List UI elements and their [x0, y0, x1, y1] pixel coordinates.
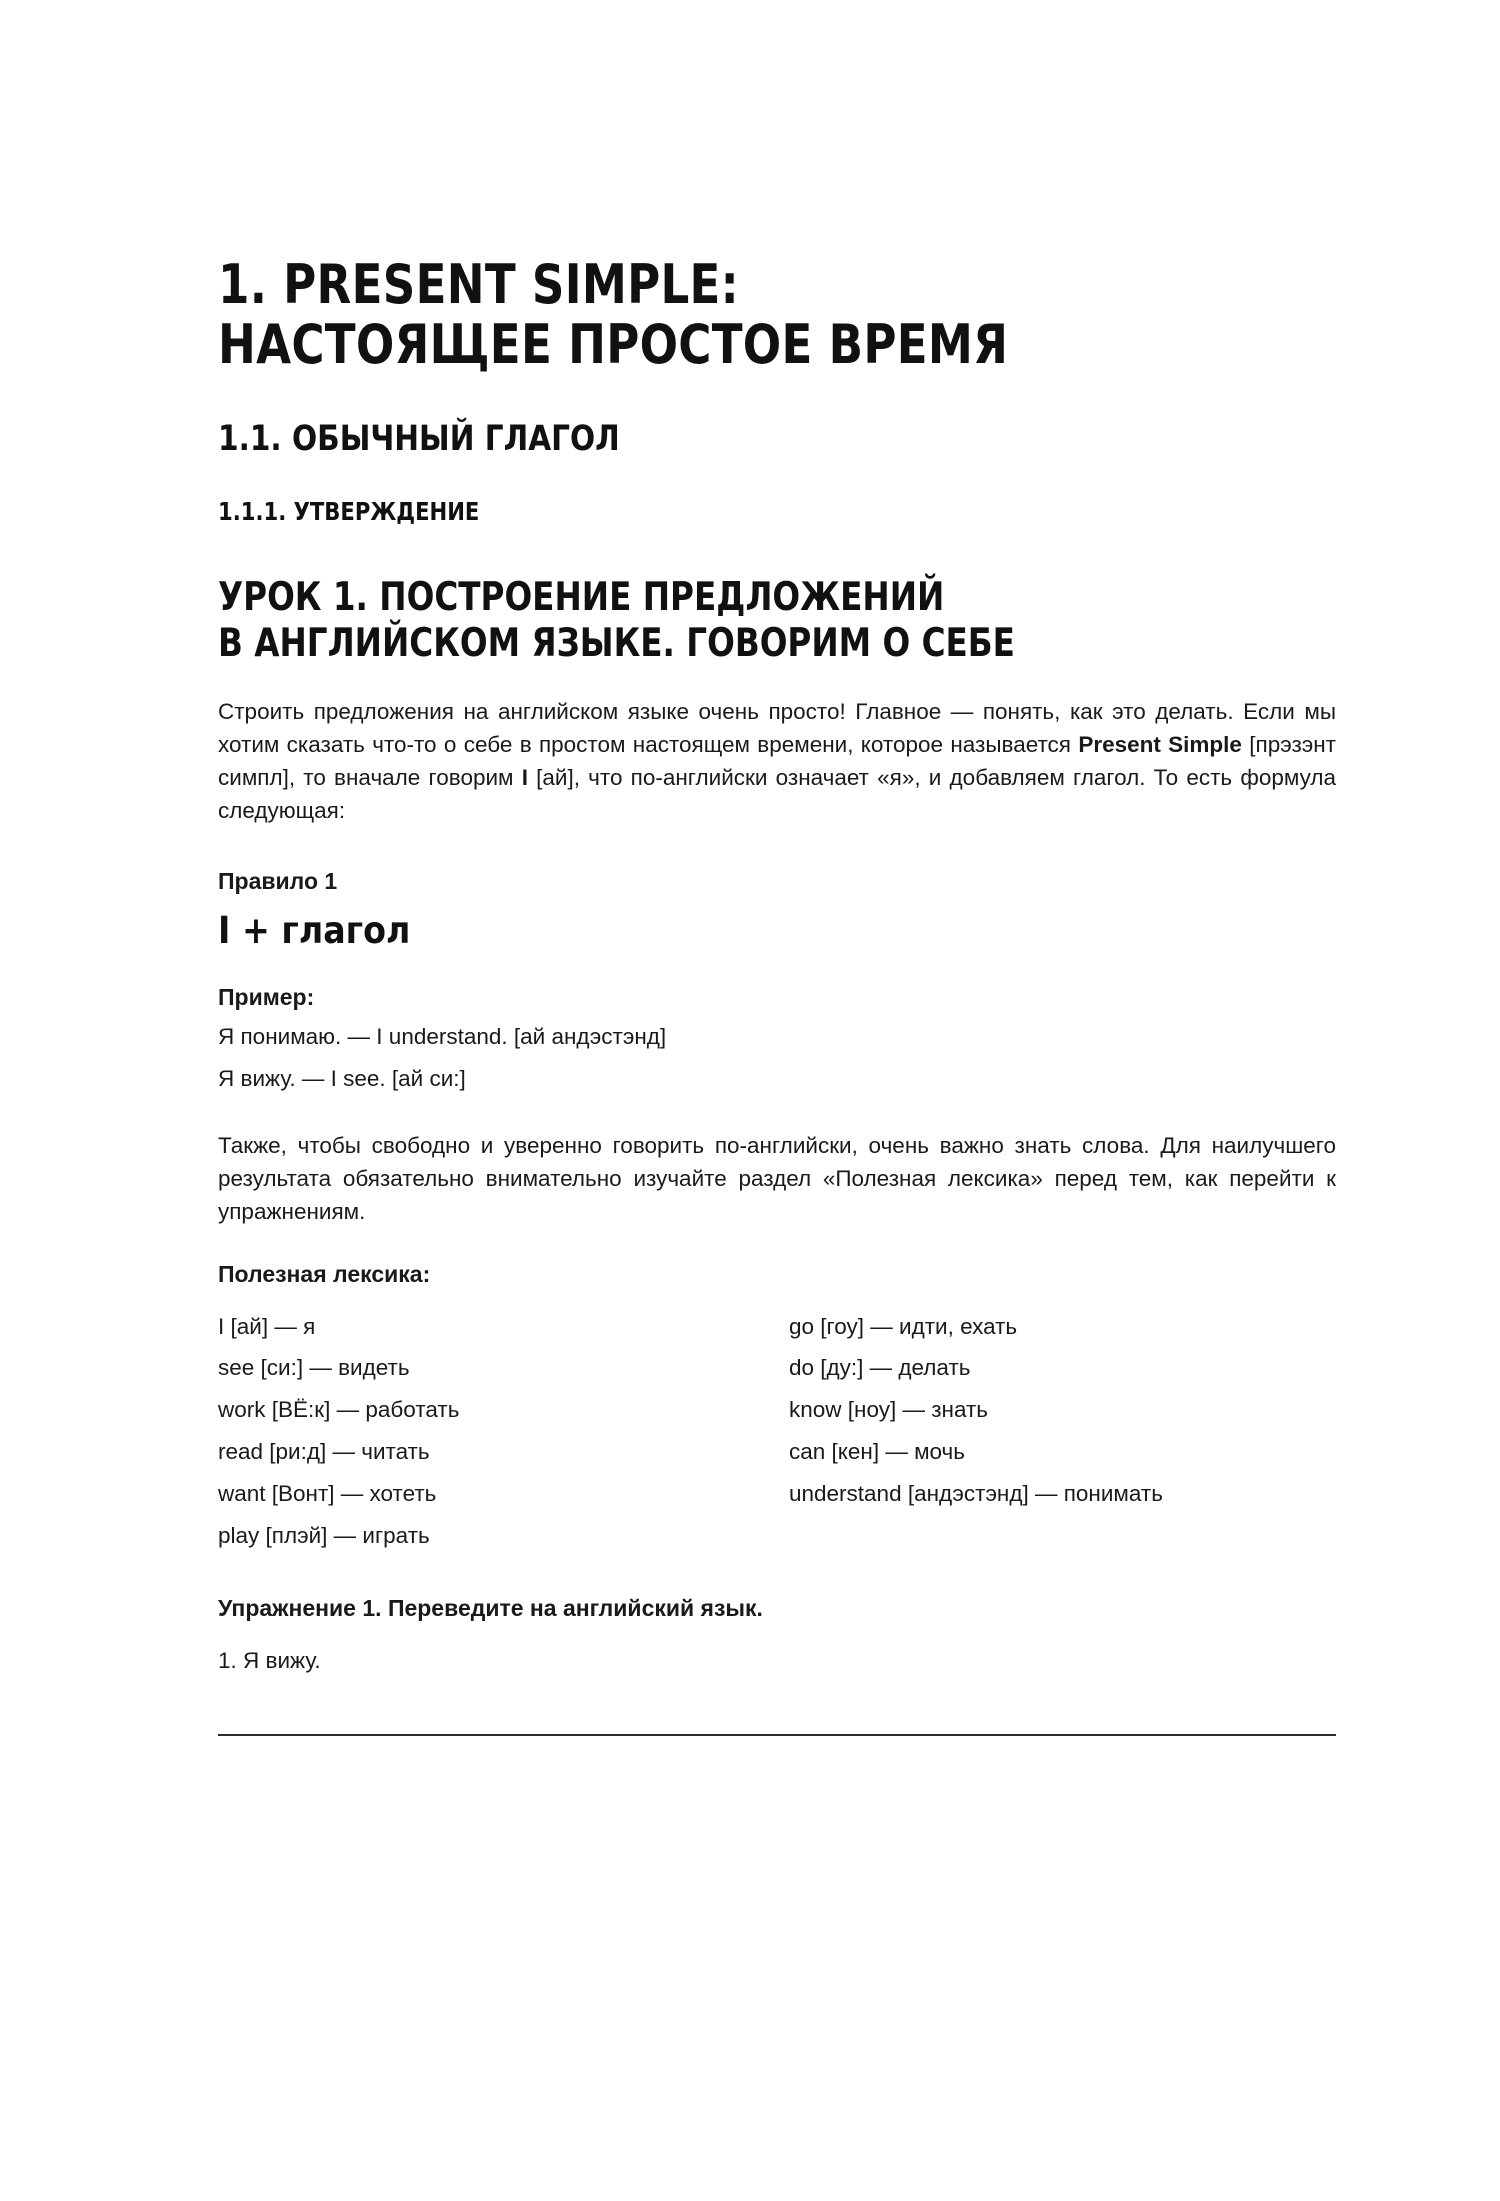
intro-paragraph [218, 666, 1336, 827]
example-line: Я вижу. — I see. [ай си:] [218, 1066, 466, 1092]
example-label: Пример: [218, 983, 315, 1010]
vocabulary-label: Полезная лексика: [218, 1260, 431, 1287]
example-line: Я понимаю. — I understand. [ай андэстэнд] [218, 1023, 667, 1049]
vocabulary-item: see [си:] — видеть [218, 1355, 410, 1381]
vocabulary-list [218, 1288, 1336, 1553]
note-paragraph: Также, чтобы свободно и уверенно говорить по-английски, очень важно знать слова. Для наилучшего результата обязательно внимательно изучайте раздел «Полезная лексика» перед тем, как перейти к упражнениям. [218, 1133, 1336, 1224]
rule-formula: I + глагол [218, 908, 411, 952]
vocabulary-item: want [Вонт] — хотеть [218, 1480, 437, 1506]
intro-term-i: I [521, 764, 528, 790]
vocabulary-item: I [ай] — я [218, 1313, 316, 1339]
intro-text-part-2: [прэзэнт симпл], то вначале говорим [218, 732, 1336, 790]
subsection-title: 1.1.1. УТВЕРЖДЕНИЕ [218, 496, 480, 526]
section-title: 1.1. ОБЫЧНЫЙ ГЛАГОЛ [218, 418, 620, 459]
vocabulary-item: can [кен] — мочь [789, 1439, 966, 1465]
vocabulary-item: play [плэй] — играть [218, 1522, 430, 1548]
vocabulary-item: understand [андэстэнд] — понимать [789, 1480, 1163, 1506]
chapter-title [218, 0, 1258, 376]
exercise-item: 1. Я вижу. [218, 1647, 321, 1673]
intro-term-present-simple: Present Simple [1078, 732, 1242, 758]
chapter-title-line-1: 1. PRESENT SIMPLE: [218, 253, 740, 316]
page-content [218, 0, 1336, 2201]
vocabulary-item: know [ноу] — знать [789, 1397, 989, 1423]
exercise-title: Упражнение 1. Переведите на английский язык. [218, 1594, 763, 1621]
intro-text-part-3: [ай], что по-английски означает «я», и добавляем глагол. То есть формула следующая: [218, 764, 1336, 823]
vocabulary-column-left [218, 1302, 777, 1553]
chapter-title-line-2: НАСТОЯЩЕЕ ПРОСТОЕ ВРЕМЯ [218, 313, 1009, 377]
vocabulary-item: do [ду:] — делать [789, 1355, 971, 1381]
lesson-title [218, 527, 1258, 666]
rule-label: Правило 1 [218, 867, 338, 894]
intro-text-part-1: Строить предложения на английском языке очень просто! Главное — понять, как это делать. Если мы хотим сказать что-то о себе в простом настоящем времени, которое называется [218, 699, 1336, 758]
vocabulary-item: go [гоу] — идти, ехать [789, 1313, 1018, 1339]
vocabulary-item: work [ВЁ:к] — работать [218, 1397, 460, 1423]
lesson-title-line-2: В АНГЛИЙСКОМ ЯЗЫКЕ. ГОВОРИМ О СЕБЕ [218, 620, 1015, 666]
footer-divider [218, 1734, 1336, 1736]
vocabulary-column-right [777, 1302, 1336, 1553]
vocabulary-item: read [ри:д] — читать [218, 1439, 430, 1465]
lesson-title-line-1: УРОК 1. ПОСТРОЕНИЕ ПРЕДЛОЖЕНИЙ [218, 574, 945, 620]
